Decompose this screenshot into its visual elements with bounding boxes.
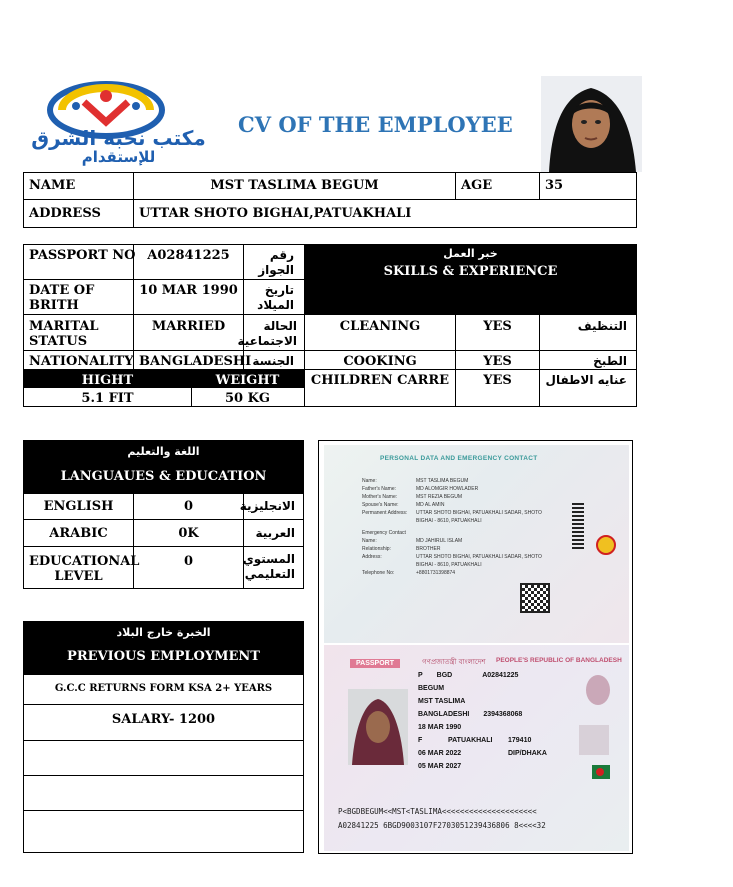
- skill-name-cooking: COOKING: [343, 354, 417, 369]
- lang-ar-arabic: العربية: [255, 526, 295, 540]
- dob-ar: تاريخ الميلاد: [257, 283, 294, 312]
- passport-word: PASSPORT: [350, 659, 400, 668]
- ps-authority: DIP/DHAKA: [508, 750, 547, 757]
- skill-value-cooking: YES: [483, 354, 512, 369]
- ps-father: MD ALOMGIR HOWLADER: [416, 486, 479, 492]
- ps-mother-label: Mother's Name:: [362, 494, 398, 500]
- skills-header: [304, 244, 637, 314]
- ps-relationship-label: Relationship:: [362, 546, 391, 552]
- passport-label: PASSPORT NO: [29, 248, 136, 263]
- ps-address-label: Permanent Address:: [362, 510, 408, 516]
- ps-name-label: Name:: [362, 478, 377, 484]
- skills-header-title: SKILLS & EXPERIENCE: [383, 264, 558, 279]
- skill-value-cleaning: YES: [483, 319, 512, 334]
- nationality-ar: الجنسة: [252, 354, 294, 368]
- passport-ghost-photo: [586, 675, 610, 705]
- ps-e-address-label: Address:: [362, 554, 382, 560]
- lang-name-english: ENGLISH: [43, 499, 114, 514]
- employment-header: [23, 621, 304, 674]
- ps-issue: 06 MAR 2022: [418, 750, 462, 757]
- logo-text-ar-1: مكتب نخبة الشرق: [31, 126, 206, 150]
- ps-given: MST TASLIMA: [418, 698, 466, 705]
- weight-value: 50 KG: [224, 391, 271, 406]
- height-label: HIGHT: [81, 373, 134, 388]
- passport-mrz: [338, 805, 628, 833]
- ps-personal-no: 2394368068: [483, 711, 523, 718]
- ps-mother: MST REZIA BEGUM: [416, 494, 463, 500]
- ps-emergency-label: Emergency Contact Name:: [362, 530, 406, 544]
- passport-scan: [318, 440, 633, 854]
- marital-value: MARRIED: [151, 319, 226, 334]
- skill-value-childcare: YES: [483, 373, 512, 388]
- passport-data-page: [324, 445, 629, 643]
- name-label: NAME: [29, 178, 76, 193]
- lang-ar-english: الانجليزية: [239, 499, 295, 513]
- ps-code: BGD: [436, 672, 453, 679]
- weight-label: WEIGHT: [215, 373, 280, 388]
- lang-value-english: 0: [183, 499, 194, 514]
- ps-sex: F: [418, 737, 423, 744]
- bangladesh-flag-icon: [592, 765, 610, 779]
- languages-header-title: LANGUAUES & EDUCATION: [60, 469, 267, 484]
- ps-phone-label: Telephone No:: [362, 570, 395, 576]
- age-value: 35: [545, 178, 564, 193]
- age-label: AGE: [461, 178, 493, 193]
- ps-mrz-line-1: P<BGDBEGUM<<MST<TASLIMA<<<<<<<<<<<<<<<<<<<<<: [338, 807, 537, 816]
- address-value: UTTAR SHOTO BIGHAI,PATUAKHALI: [139, 206, 412, 221]
- languages-header: [23, 440, 304, 493]
- page-title: CV OF THE EMPLOYEE: [238, 112, 513, 137]
- skill-name-childcare: CHILDREN CARRE: [310, 373, 450, 388]
- ps-phone: +8801731398874: [416, 570, 456, 576]
- ps-spouse-label: Spouse's Name:: [362, 502, 399, 508]
- height-value: 5.1 FIT: [81, 391, 134, 406]
- dob-label: DATE OF BRITH: [29, 283, 95, 313]
- ps-expiry: 05 MAR 2027: [418, 763, 462, 770]
- ps-surname: BEGUM: [418, 685, 445, 692]
- passport-photo: [348, 689, 408, 765]
- lang-value-arabic: 0K: [178, 526, 199, 541]
- skill-ar-cleaning: التنظيف: [577, 319, 627, 333]
- ps-e-address: UTTAR SHOTO BIGHAI, PATUAKHALI SADAR, SHOTO BIGHAI - 8610, PATUAKHALI: [416, 554, 542, 568]
- skill-ar-cooking: الطبخ: [593, 354, 627, 368]
- employment-header-ar: الخبرة خارج البلاد: [116, 626, 211, 639]
- name-value: MST TASLIMA BEGUM: [210, 178, 379, 193]
- ps-authority-no: 179410: [508, 737, 532, 744]
- marital-label: MARITAL STATUS: [29, 319, 99, 349]
- ps-mrz-line-2: A02841225 6BGD9003107F2703051239436806 8<<<<32: [338, 821, 546, 830]
- passport-ar: رقم الجواز: [258, 248, 294, 277]
- ps-dob: 18 MAR 1990: [418, 724, 462, 731]
- education-level-ar: المستوي التعليمي: [242, 552, 295, 581]
- ps-type: P: [418, 672, 423, 679]
- ps-spouse: MD AL AMIN: [416, 502, 445, 508]
- dob-value: 10 MAR 1990: [139, 283, 238, 298]
- passport-bio-fields: [418, 671, 588, 771]
- passport-personal-fields: [362, 477, 542, 577]
- passport-country: PEOPLE'S REPUBLIC OF BANGLADESH: [496, 657, 622, 664]
- barcode-icon: [572, 501, 584, 549]
- employment-header-title: PREVIOUS EMPLOYMENT: [67, 649, 260, 664]
- ps-nationality: BANGLADESHI: [418, 711, 470, 718]
- skills-header-ar: خبر العمل: [443, 247, 498, 260]
- skill-name-cleaning: CLEANING: [339, 319, 421, 334]
- passport-value: A02841225: [147, 248, 230, 263]
- employment-salary: SALARY- 1200: [111, 712, 216, 727]
- skill-ar-childcare: عنايه الاطفال: [545, 373, 627, 387]
- passport-country-bn: গণপ্রজাতন্ত্রী বাংলাদেশ: [422, 658, 486, 666]
- ps-number: A02841225: [482, 672, 519, 679]
- ps-relationship: BROTHER: [416, 546, 441, 552]
- company-logo: [6, 80, 236, 168]
- ps-father-label: Father's Name:: [362, 486, 397, 492]
- passport-bio-page: [324, 645, 629, 851]
- languages-header-ar: اللغة والتعليم: [127, 445, 200, 458]
- ps-birthplace: PATUAKHALI: [448, 737, 493, 744]
- ps-address: UTTAR SHOTO BIGHAI, PATUAKHALI SADAR, SHOTO BIGHAI - 8610, PATUAKHALI: [416, 510, 542, 524]
- address-label: ADDRESS: [29, 206, 101, 221]
- employment-returns: G.C.C RETURNS FORM KSA 2+ YEARS: [54, 683, 273, 694]
- qr-code-icon: [520, 583, 550, 613]
- logo-text-ar-2: للإستقدام: [81, 148, 156, 166]
- passport-top-title: PERSONAL DATA AND EMERGENCY CONTACT: [380, 455, 538, 462]
- nationality-label: NATIONALITY: [29, 354, 134, 369]
- employee-photo: [541, 76, 642, 172]
- emblem-icon: [596, 535, 616, 555]
- ps-name: MST TASLIMA BEGUM: [416, 478, 469, 484]
- marital-ar: الحالة الاجتماعية: [237, 319, 297, 348]
- education-level-value: 0: [183, 554, 194, 569]
- lang-name-arabic: ARABIC: [49, 526, 108, 541]
- education-level-label: EDUCATIONAL LEVEL: [29, 554, 140, 584]
- nationality-value: BANGLADESHI: [139, 354, 252, 369]
- ps-emergency: MD JAHIRUL ISLAM: [416, 538, 463, 544]
